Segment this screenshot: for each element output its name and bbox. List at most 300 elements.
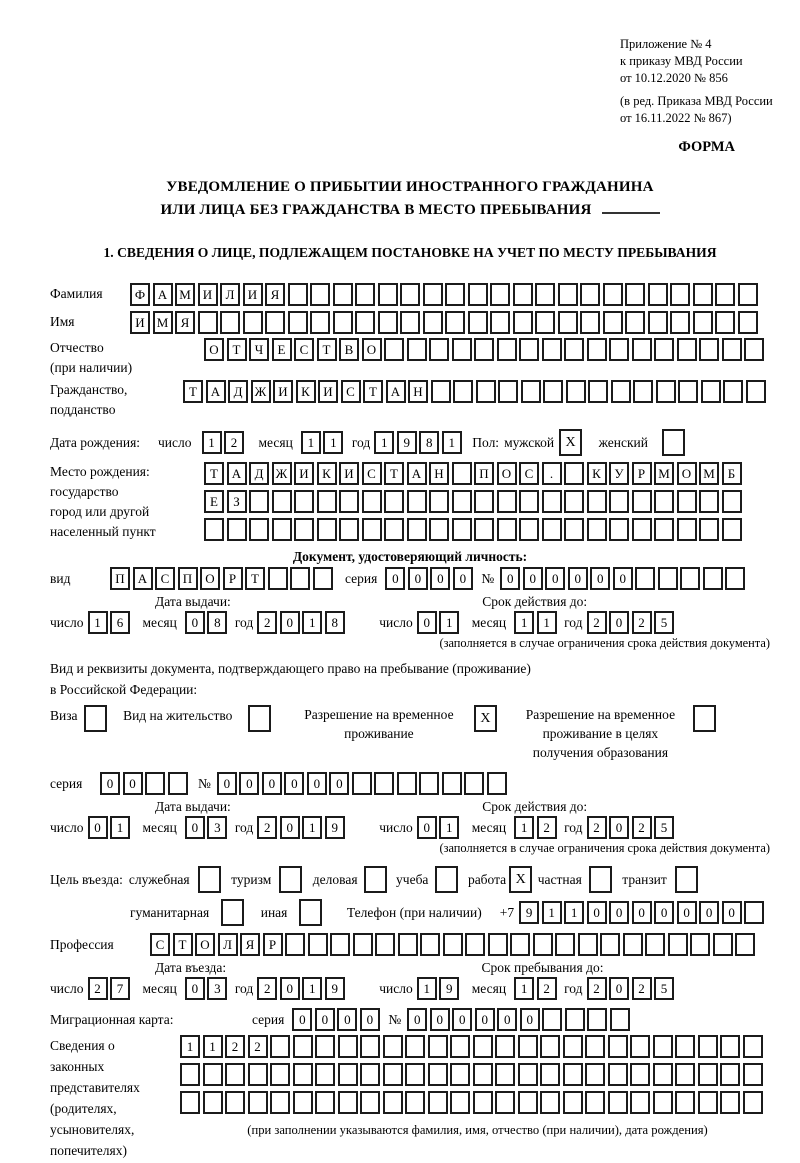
char-cell[interactable]	[699, 518, 719, 541]
char-cell[interactable]	[290, 567, 310, 590]
char-cell[interactable]	[203, 1091, 223, 1114]
char-cell[interactable]	[653, 1063, 673, 1086]
char-cell[interactable]	[585, 1063, 605, 1086]
char-cell[interactable]	[585, 1091, 605, 1114]
char-cell[interactable]	[450, 1035, 470, 1058]
char-cell[interactable]	[600, 933, 620, 956]
char-cell[interactable]: 2	[257, 816, 277, 839]
char-cell[interactable]: М	[699, 462, 719, 485]
char-cell[interactable]	[564, 490, 584, 513]
char-cell[interactable]: 0	[609, 611, 629, 634]
char-cell[interactable]	[563, 1091, 583, 1114]
char-cell[interactable]	[535, 283, 555, 306]
char-cell[interactable]: 2	[587, 816, 607, 839]
char-cell[interactable]	[400, 283, 420, 306]
char-cell[interactable]	[317, 518, 337, 541]
char-cell[interactable]	[519, 518, 539, 541]
char-cell[interactable]: 0	[545, 567, 565, 590]
char-cell[interactable]	[630, 1035, 650, 1058]
char-cell[interactable]: О	[497, 462, 517, 485]
char-cell[interactable]	[564, 518, 584, 541]
char-cell[interactable]: 0	[280, 611, 300, 634]
char-cell[interactable]	[510, 933, 530, 956]
char-cell[interactable]	[293, 1091, 313, 1114]
char-cell[interactable]	[519, 490, 539, 513]
char-cell[interactable]	[285, 933, 305, 956]
char-cell[interactable]: 1	[439, 611, 459, 634]
char-cell[interactable]: 1	[514, 977, 534, 1000]
char-cell[interactable]: 0	[523, 567, 543, 590]
char-cell[interactable]: 9	[439, 977, 459, 1000]
char-cell[interactable]	[270, 1091, 290, 1114]
char-cell[interactable]: И	[198, 283, 218, 306]
char-cell[interactable]	[735, 933, 755, 956]
char-cell[interactable]: 0	[500, 567, 520, 590]
char-cell[interactable]: Т	[363, 380, 383, 403]
char-cell[interactable]: 1	[302, 816, 322, 839]
char-cell[interactable]	[589, 866, 612, 893]
char-cell[interactable]	[633, 380, 653, 403]
char-cell[interactable]	[743, 1063, 763, 1086]
char-cell[interactable]	[497, 338, 517, 361]
char-cell[interactable]	[542, 518, 562, 541]
char-cell[interactable]	[203, 1063, 223, 1086]
char-cell[interactable]	[360, 1091, 380, 1114]
char-cell[interactable]	[487, 772, 507, 795]
char-cell[interactable]: Т	[183, 380, 203, 403]
char-cell[interactable]	[315, 1091, 335, 1114]
char-cell[interactable]	[566, 380, 586, 403]
char-cell[interactable]: 0	[520, 1008, 540, 1031]
char-cell[interactable]	[288, 311, 308, 334]
char-cell[interactable]: Я	[175, 311, 195, 334]
char-cell[interactable]	[713, 933, 733, 956]
char-cell[interactable]	[693, 311, 713, 334]
char-cell[interactable]	[610, 1008, 630, 1031]
char-cell[interactable]	[288, 283, 308, 306]
char-cell[interactable]: 0	[262, 772, 282, 795]
char-cell[interactable]: Ф	[130, 283, 150, 306]
char-cell[interactable]: 0	[239, 772, 259, 795]
char-cell[interactable]: С	[519, 462, 539, 485]
char-cell[interactable]	[580, 283, 600, 306]
char-cell[interactable]: П	[474, 462, 494, 485]
char-cell[interactable]: 2	[587, 977, 607, 1000]
char-cell[interactable]	[339, 490, 359, 513]
char-cell[interactable]: 0	[280, 816, 300, 839]
char-cell[interactable]	[603, 283, 623, 306]
char-cell[interactable]	[198, 311, 218, 334]
char-cell[interactable]	[84, 705, 107, 732]
char-cell[interactable]	[400, 311, 420, 334]
char-cell[interactable]: О	[204, 338, 224, 361]
char-cell[interactable]: .	[542, 462, 562, 485]
char-cell[interactable]	[270, 1035, 290, 1058]
char-cell[interactable]	[722, 490, 742, 513]
char-cell[interactable]: 2	[587, 611, 607, 634]
char-cell[interactable]	[225, 1063, 245, 1086]
char-cell[interactable]	[698, 1091, 718, 1114]
char-cell[interactable]	[609, 490, 629, 513]
char-cell[interactable]	[299, 899, 322, 926]
char-cell[interactable]	[407, 518, 427, 541]
char-cell[interactable]	[608, 1091, 628, 1114]
char-cell[interactable]	[445, 283, 465, 306]
char-cell[interactable]	[722, 338, 742, 361]
char-cell[interactable]	[609, 518, 629, 541]
char-cell[interactable]	[375, 933, 395, 956]
char-cell[interactable]: И	[130, 311, 150, 334]
char-cell[interactable]	[272, 518, 292, 541]
char-cell[interactable]	[333, 311, 353, 334]
char-cell[interactable]: А	[153, 283, 173, 306]
char-cell[interactable]	[630, 1091, 650, 1114]
char-cell[interactable]	[355, 283, 375, 306]
char-cell[interactable]	[374, 772, 394, 795]
char-cell[interactable]	[445, 311, 465, 334]
char-cell[interactable]: Я	[265, 283, 285, 306]
char-cell[interactable]: 9	[325, 977, 345, 1000]
char-cell[interactable]: 1	[302, 611, 322, 634]
char-cell[interactable]	[654, 518, 674, 541]
char-cell[interactable]: 5	[654, 816, 674, 839]
char-cell[interactable]: 0	[417, 611, 437, 634]
char-cell[interactable]: 0	[609, 816, 629, 839]
char-cell[interactable]: 0	[185, 816, 205, 839]
char-cell[interactable]: X	[559, 429, 582, 456]
char-cell[interactable]	[680, 567, 700, 590]
char-cell[interactable]: О	[362, 338, 382, 361]
char-cell[interactable]	[715, 283, 735, 306]
char-cell[interactable]: Р	[263, 933, 283, 956]
char-cell[interactable]	[743, 1091, 763, 1114]
char-cell[interactable]	[397, 772, 417, 795]
char-cell[interactable]: 1	[537, 611, 557, 634]
char-cell[interactable]: Е	[272, 338, 292, 361]
char-cell[interactable]: Т	[204, 462, 224, 485]
char-cell[interactable]	[473, 1063, 493, 1086]
char-cell[interactable]: 0	[587, 901, 607, 924]
char-cell[interactable]: 0	[453, 567, 473, 590]
char-cell[interactable]: 0	[609, 901, 629, 924]
char-cell[interactable]	[497, 490, 517, 513]
char-cell[interactable]: 2	[88, 977, 108, 1000]
char-cell[interactable]	[540, 1091, 560, 1114]
char-cell[interactable]	[521, 380, 541, 403]
char-cell[interactable]	[204, 518, 224, 541]
char-cell[interactable]	[587, 490, 607, 513]
char-cell[interactable]: 0	[88, 816, 108, 839]
char-cell[interactable]	[533, 933, 553, 956]
char-cell[interactable]	[168, 772, 188, 795]
char-cell[interactable]	[495, 1035, 515, 1058]
char-cell[interactable]	[699, 338, 719, 361]
char-cell[interactable]	[738, 311, 758, 334]
char-cell[interactable]: X	[509, 866, 532, 893]
char-cell[interactable]	[468, 311, 488, 334]
char-cell[interactable]: Л	[220, 283, 240, 306]
char-cell[interactable]	[608, 1063, 628, 1086]
char-cell[interactable]: 2	[224, 431, 244, 454]
char-cell[interactable]	[384, 338, 404, 361]
char-cell[interactable]	[473, 1091, 493, 1114]
char-cell[interactable]: 0	[315, 1008, 335, 1031]
char-cell[interactable]: И	[318, 380, 338, 403]
char-cell[interactable]: 1	[374, 431, 394, 454]
char-cell[interactable]	[308, 933, 328, 956]
char-cell[interactable]	[693, 705, 716, 732]
char-cell[interactable]: А	[386, 380, 406, 403]
char-cell[interactable]	[362, 518, 382, 541]
char-cell[interactable]	[420, 933, 440, 956]
char-cell[interactable]	[431, 380, 451, 403]
char-cell[interactable]	[293, 1063, 313, 1086]
char-cell[interactable]	[248, 1091, 268, 1114]
char-cell[interactable]: 0	[307, 772, 327, 795]
char-cell[interactable]: 0	[217, 772, 237, 795]
char-cell[interactable]: К	[317, 462, 337, 485]
char-cell[interactable]	[564, 338, 584, 361]
char-cell[interactable]	[435, 866, 458, 893]
char-cell[interactable]: 2	[257, 977, 277, 1000]
char-cell[interactable]: 0	[430, 1008, 450, 1031]
char-cell[interactable]: 1	[542, 901, 562, 924]
char-cell[interactable]	[715, 311, 735, 334]
char-cell[interactable]	[632, 518, 652, 541]
char-cell[interactable]: 2	[537, 977, 557, 1000]
char-cell[interactable]: Т	[173, 933, 193, 956]
char-cell[interactable]	[498, 380, 518, 403]
char-cell[interactable]	[352, 772, 372, 795]
char-cell[interactable]: О	[195, 933, 215, 956]
char-cell[interactable]: П	[110, 567, 130, 590]
char-cell[interactable]: П	[178, 567, 198, 590]
char-cell[interactable]: 2	[632, 816, 652, 839]
char-cell[interactable]: Н	[408, 380, 428, 403]
char-cell[interactable]: 0	[609, 977, 629, 1000]
char-cell[interactable]: 0	[185, 977, 205, 1000]
char-cell[interactable]: 0	[417, 816, 437, 839]
char-cell[interactable]	[677, 490, 697, 513]
char-cell[interactable]: С	[341, 380, 361, 403]
char-cell[interactable]	[315, 1035, 335, 1058]
char-cell[interactable]	[720, 1035, 740, 1058]
char-cell[interactable]	[476, 380, 496, 403]
char-cell[interactable]: 1	[514, 816, 534, 839]
char-cell[interactable]	[452, 518, 472, 541]
char-cell[interactable]: Е	[204, 490, 224, 513]
char-cell[interactable]	[338, 1091, 358, 1114]
char-cell[interactable]	[693, 283, 713, 306]
char-cell[interactable]	[339, 518, 359, 541]
char-cell[interactable]: А	[227, 462, 247, 485]
char-cell[interactable]	[720, 1063, 740, 1086]
char-cell[interactable]	[407, 490, 427, 513]
char-cell[interactable]: 1	[301, 431, 321, 454]
char-cell[interactable]	[677, 338, 697, 361]
char-cell[interactable]	[450, 1063, 470, 1086]
char-cell[interactable]	[656, 380, 676, 403]
char-cell[interactable]: С	[150, 933, 170, 956]
char-cell[interactable]	[443, 933, 463, 956]
char-cell[interactable]: 2	[632, 611, 652, 634]
char-cell[interactable]	[746, 380, 766, 403]
char-cell[interactable]: М	[175, 283, 195, 306]
char-cell[interactable]: 0	[590, 567, 610, 590]
char-cell[interactable]	[609, 338, 629, 361]
char-cell[interactable]: 0	[654, 901, 674, 924]
char-cell[interactable]: 0	[329, 772, 349, 795]
char-cell[interactable]	[558, 311, 578, 334]
char-cell[interactable]	[270, 1063, 290, 1086]
char-cell[interactable]	[519, 338, 539, 361]
char-cell[interactable]	[578, 933, 598, 956]
char-cell[interactable]	[227, 518, 247, 541]
char-cell[interactable]: 1	[202, 431, 222, 454]
char-cell[interactable]	[678, 380, 698, 403]
char-cell[interactable]	[630, 1063, 650, 1086]
char-cell[interactable]	[535, 311, 555, 334]
char-cell[interactable]: Ч	[249, 338, 269, 361]
char-cell[interactable]: О	[200, 567, 220, 590]
char-cell[interactable]	[654, 490, 674, 513]
char-cell[interactable]: Б	[722, 462, 742, 485]
char-cell[interactable]	[490, 283, 510, 306]
char-cell[interactable]: И	[243, 283, 263, 306]
char-cell[interactable]	[648, 311, 668, 334]
char-cell[interactable]: Р	[223, 567, 243, 590]
char-cell[interactable]	[474, 518, 494, 541]
char-cell[interactable]: 0	[292, 1008, 312, 1031]
char-cell[interactable]	[452, 462, 472, 485]
char-cell[interactable]	[723, 380, 743, 403]
char-cell[interactable]	[495, 1063, 515, 1086]
char-cell[interactable]	[453, 380, 473, 403]
char-cell[interactable]	[490, 311, 510, 334]
char-cell[interactable]	[675, 866, 698, 893]
char-cell[interactable]: Т	[384, 462, 404, 485]
char-cell[interactable]	[145, 772, 165, 795]
char-cell[interactable]	[338, 1063, 358, 1086]
char-cell[interactable]: 3	[207, 977, 227, 1000]
char-cell[interactable]	[198, 866, 221, 893]
char-cell[interactable]: 2	[257, 611, 277, 634]
char-cell[interactable]	[658, 567, 678, 590]
char-cell[interactable]	[603, 311, 623, 334]
char-cell[interactable]	[450, 1091, 470, 1114]
char-cell[interactable]	[310, 311, 330, 334]
char-cell[interactable]	[580, 311, 600, 334]
char-cell[interactable]	[442, 772, 462, 795]
char-cell[interactable]: 1	[323, 431, 343, 454]
char-cell[interactable]: А	[407, 462, 427, 485]
char-cell[interactable]: 2	[632, 977, 652, 1000]
char-cell[interactable]: У	[609, 462, 629, 485]
char-cell[interactable]	[243, 311, 263, 334]
char-cell[interactable]	[564, 462, 584, 485]
char-cell[interactable]	[249, 518, 269, 541]
char-cell[interactable]: Т	[317, 338, 337, 361]
char-cell[interactable]: 0	[497, 1008, 517, 1031]
char-cell[interactable]: С	[362, 462, 382, 485]
char-cell[interactable]	[563, 1063, 583, 1086]
char-cell[interactable]: 0	[123, 772, 143, 795]
char-cell[interactable]	[662, 429, 685, 456]
char-cell[interactable]	[338, 1035, 358, 1058]
char-cell[interactable]	[668, 933, 688, 956]
char-cell[interactable]: 3	[207, 816, 227, 839]
char-cell[interactable]	[353, 933, 373, 956]
char-cell[interactable]: 5	[654, 611, 674, 634]
char-cell[interactable]: К	[296, 380, 316, 403]
char-cell[interactable]	[362, 490, 382, 513]
char-cell[interactable]	[405, 1035, 425, 1058]
char-cell[interactable]: 1	[439, 816, 459, 839]
char-cell[interactable]: 9	[519, 901, 539, 924]
char-cell[interactable]	[690, 933, 710, 956]
char-cell[interactable]	[588, 380, 608, 403]
char-cell[interactable]: В	[339, 338, 359, 361]
char-cell[interactable]	[317, 490, 337, 513]
char-cell[interactable]: 8	[419, 431, 439, 454]
char-cell[interactable]	[384, 490, 404, 513]
char-cell[interactable]	[407, 338, 427, 361]
char-cell[interactable]	[542, 490, 562, 513]
char-cell[interactable]: К	[587, 462, 607, 485]
char-cell[interactable]	[543, 380, 563, 403]
char-cell[interactable]: 5	[654, 977, 674, 1000]
char-cell[interactable]: 0	[385, 567, 405, 590]
char-cell[interactable]	[563, 1035, 583, 1058]
char-cell[interactable]: 0	[430, 567, 450, 590]
char-cell[interactable]	[518, 1063, 538, 1086]
char-cell[interactable]	[540, 1035, 560, 1058]
char-cell[interactable]	[378, 311, 398, 334]
char-cell[interactable]: Д	[228, 380, 248, 403]
char-cell[interactable]	[310, 283, 330, 306]
char-cell[interactable]: 0	[100, 772, 120, 795]
char-cell[interactable]: М	[153, 311, 173, 334]
char-cell[interactable]	[429, 490, 449, 513]
char-cell[interactable]	[428, 1035, 448, 1058]
char-cell[interactable]	[743, 1035, 763, 1058]
char-cell[interactable]	[720, 1091, 740, 1114]
char-cell[interactable]: 7	[110, 977, 130, 1000]
char-cell[interactable]	[293, 1035, 313, 1058]
char-cell[interactable]	[452, 338, 472, 361]
char-cell[interactable]: 2	[225, 1035, 245, 1058]
char-cell[interactable]	[249, 490, 269, 513]
char-cell[interactable]: 1	[88, 611, 108, 634]
char-cell[interactable]	[360, 1035, 380, 1058]
char-cell[interactable]: 6	[110, 611, 130, 634]
char-cell[interactable]: С	[294, 338, 314, 361]
char-cell[interactable]	[488, 933, 508, 956]
char-cell[interactable]	[180, 1063, 200, 1086]
char-cell[interactable]	[542, 338, 562, 361]
char-cell[interactable]	[474, 490, 494, 513]
char-cell[interactable]	[653, 1035, 673, 1058]
char-cell[interactable]	[555, 933, 575, 956]
char-cell[interactable]	[625, 283, 645, 306]
char-cell[interactable]: 9	[397, 431, 417, 454]
char-cell[interactable]	[384, 518, 404, 541]
char-cell[interactable]	[294, 490, 314, 513]
char-cell[interactable]: Н	[429, 462, 449, 485]
char-cell[interactable]	[542, 1008, 562, 1031]
char-cell[interactable]	[675, 1091, 695, 1114]
char-cell[interactable]: 0	[613, 567, 633, 590]
